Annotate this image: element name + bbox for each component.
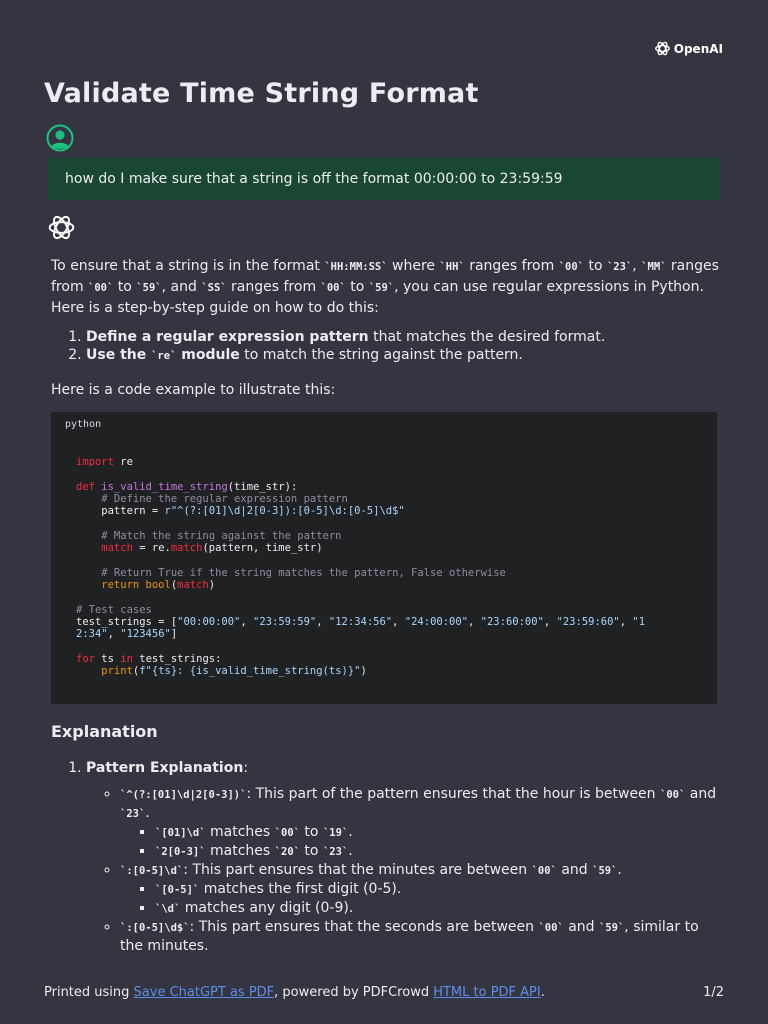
inline-code: `00` (320, 282, 346, 294)
hour-details-list (120, 823, 719, 861)
code-token: ) (208, 578, 216, 591)
save-chatgpt-link[interactable]: Save ChatGPT as PDF (133, 985, 275, 1000)
inline-code: `[0-5]` (155, 884, 200, 896)
step-bold: module (176, 347, 240, 363)
inline-code: `00` (274, 827, 300, 839)
code-token: return (76, 578, 140, 591)
code-token: match (170, 542, 203, 555)
item-text: . (348, 843, 353, 859)
item-text: matches any digit (0-9). (180, 900, 354, 916)
item-text: , similar to the minutes. (120, 919, 699, 954)
intro-text: ranges from (51, 258, 719, 295)
code-token: pattern = (76, 505, 165, 518)
item-text: and (556, 862, 593, 878)
inline-code: `MM` (641, 261, 667, 273)
code-token: in (120, 652, 133, 665)
list-item (86, 346, 719, 365)
footer-text: . (540, 985, 545, 1000)
code-token: = re. (132, 542, 171, 555)
code-string: r"^(?:[01]\d|2[0-3]):[0-5]\d:[0-5]\d$" (164, 505, 405, 518)
code-string: 2:34" (76, 628, 108, 641)
code-intro: Here is a code example to illustrate this: (51, 382, 336, 398)
inline-code: `23` (322, 846, 349, 858)
code-string: "23:59:60" (556, 615, 620, 628)
inline-code: `59` (136, 282, 162, 294)
minute-details-list (120, 880, 719, 918)
page-title: Validate Time String Format (44, 78, 479, 109)
item-text: : This part ensures that the minutes are between (183, 862, 532, 878)
code-token: test_strings = [ (76, 615, 178, 628)
code-string: f"{ts}: {is_valid_time_string(ts)}" (139, 665, 361, 678)
code-string: "23:59:59" (253, 615, 317, 628)
item-text: and (563, 919, 599, 935)
footer-text: Printed using (44, 985, 134, 1000)
item-text: to (299, 824, 323, 840)
step-text: that matches the desired format. (368, 329, 606, 345)
code-token: ( (132, 665, 140, 678)
item-text: matches the first digit (0-5). (199, 881, 402, 897)
item-text: and (685, 786, 717, 802)
code-comment: # Test cases (76, 603, 152, 616)
code-comment: # Match the string against the pattern (76, 529, 342, 542)
step-bold: Define a regular expression pattern (86, 329, 369, 345)
inline-code: `^(?:[01]\d|2[0-3])` (120, 789, 247, 801)
code-token: is_valid_time_string (101, 480, 228, 493)
inline-code: `00` (88, 282, 114, 294)
code-token: bool (139, 578, 171, 591)
list-item (86, 759, 719, 955)
chatgpt-logo-icon (47, 213, 76, 242)
step-bold: Use the (86, 347, 152, 363)
intro-text: To ensure that a string is in the format (51, 258, 325, 274)
item-text: . (145, 805, 150, 821)
code-string: "12:34:56" (328, 615, 393, 628)
item-text: : This part ensures that the seconds are between (189, 919, 539, 935)
code-string: "123456" (120, 628, 171, 641)
inline-code: `59` (368, 282, 395, 294)
user-prompt (48, 158, 720, 200)
explanation-list (51, 759, 719, 955)
code-language-label: python (65, 419, 102, 430)
code-token: print (76, 665, 133, 678)
code-content[interactable]: import re def is_valid_time_string(time_str): # Define the regular expression pattern pattern = r"^(?:[01]\d|2[0-3]):[0-5]\d:[0-5]\d$" # Match the string against the pattern match = re.match(pattern, time_str) # Return True if the string matches the pattern, False otherwise return bool(match) # Test cases test_strings = ["00:00:00", "23:59:59", "12:34:56", "24:00:00", "23:60:00", "23:59:60", "1 2:34", "123456"] for ts in test_strings: print(f"{ts}: {is_valid_time_string(ts)}") (76, 456, 646, 678)
user-avatar-icon (46, 124, 74, 152)
inline-code: `59` (599, 922, 625, 934)
inline-code: `00` (660, 789, 686, 801)
item-title: Pattern Explanation (86, 760, 244, 776)
item-text: matches (205, 843, 275, 859)
code-string: "24:00:00" (404, 615, 468, 628)
step-text: to match the string against the pattern. (239, 347, 523, 363)
list-item (120, 785, 719, 861)
intro-text: ranges from (226, 279, 321, 295)
inline-code: `23` (606, 261, 633, 273)
intro-text: , you can use regular expressions in Python. Here is a step-by-step guide on how to do this: (51, 279, 704, 316)
item-text: . (617, 862, 622, 878)
list-item (155, 899, 719, 918)
footer-credit (44, 985, 545, 1000)
intro-text: to (113, 279, 137, 295)
code-string: "1 (632, 615, 646, 628)
code-string: "23:60:00" (480, 615, 544, 628)
item-text: : This part of the pattern ensures that the hour is between (246, 786, 660, 802)
item-text: matches (205, 824, 275, 840)
inline-code: `2[0-3]` (155, 846, 206, 858)
inline-code: `SS` (201, 282, 227, 294)
inline-code: `19` (322, 827, 349, 839)
explanation-heading: Explanation (51, 722, 158, 741)
list-item (120, 918, 719, 955)
code-comment: # Return True if the string matches the pattern, False otherwise (76, 566, 506, 579)
assistant-answer (51, 256, 719, 955)
intro-text: , and (161, 279, 202, 295)
code-token: (pattern, time_str) (202, 542, 323, 555)
inline-code: `20` (274, 846, 300, 858)
code-string: "00:00:00" (177, 615, 241, 628)
code-token: import (76, 456, 114, 468)
intro-text: to (584, 258, 607, 274)
list-item (86, 328, 719, 346)
code-token: test_strings: (132, 652, 222, 665)
inline-code: `00` (538, 922, 564, 934)
item-text: to (299, 843, 323, 859)
list-item (155, 823, 719, 842)
intro-text: where (387, 258, 440, 274)
html-to-pdf-link[interactable]: HTML to PDF API (433, 985, 541, 1000)
inline-code: `HH:MM:SS` (324, 261, 388, 273)
code-comment: # Define the regular expression pattern (76, 492, 348, 505)
inline-code: `:[0-5]\d` (120, 865, 184, 877)
inline-code: `00` (558, 261, 584, 273)
intro-text: , (632, 258, 642, 274)
list-item (155, 880, 719, 899)
item-text: . (348, 824, 353, 840)
brand-name: OpenAI (673, 41, 723, 56)
answer-intro (51, 256, 719, 318)
inline-code: `59` (592, 865, 618, 877)
page-number: 1/2 (703, 985, 724, 1000)
inline-code: `\d` (155, 903, 181, 915)
code-token: for (76, 652, 95, 665)
prompt-text: how do I make sure that a string is off the format 00:00:00 to 23:59:59 (65, 171, 563, 187)
intro-text: to (345, 279, 369, 295)
intro-text: ranges from (464, 258, 559, 274)
code-token: def (76, 480, 95, 493)
code-block[interactable] (51, 412, 717, 704)
inline-code: `HH` (439, 261, 465, 273)
code-token: match (177, 578, 209, 591)
inline-code: `:[0-5]\d$` (120, 922, 190, 934)
list-item (120, 861, 719, 918)
openai-brand (654, 40, 723, 57)
inline-code: `re` (151, 350, 177, 362)
pattern-parts-list (86, 785, 719, 955)
code-token: ) (360, 665, 367, 678)
code-token: match (76, 542, 133, 555)
code-token: (time_str): (227, 480, 298, 493)
item-text: : (243, 760, 249, 776)
openai-logo-icon (654, 40, 671, 57)
page-footer (44, 985, 724, 1000)
steps-list (51, 328, 719, 365)
footer-text: , powered by PDFCrowd (274, 985, 434, 1000)
code-token: re (113, 456, 133, 468)
code-token: ( (170, 578, 178, 591)
inline-code: `00` (531, 865, 557, 877)
inline-code: `[01]\d` (155, 827, 206, 839)
inline-code: `23` (120, 808, 146, 820)
list-item (155, 842, 719, 861)
code-token: ts (94, 652, 121, 665)
